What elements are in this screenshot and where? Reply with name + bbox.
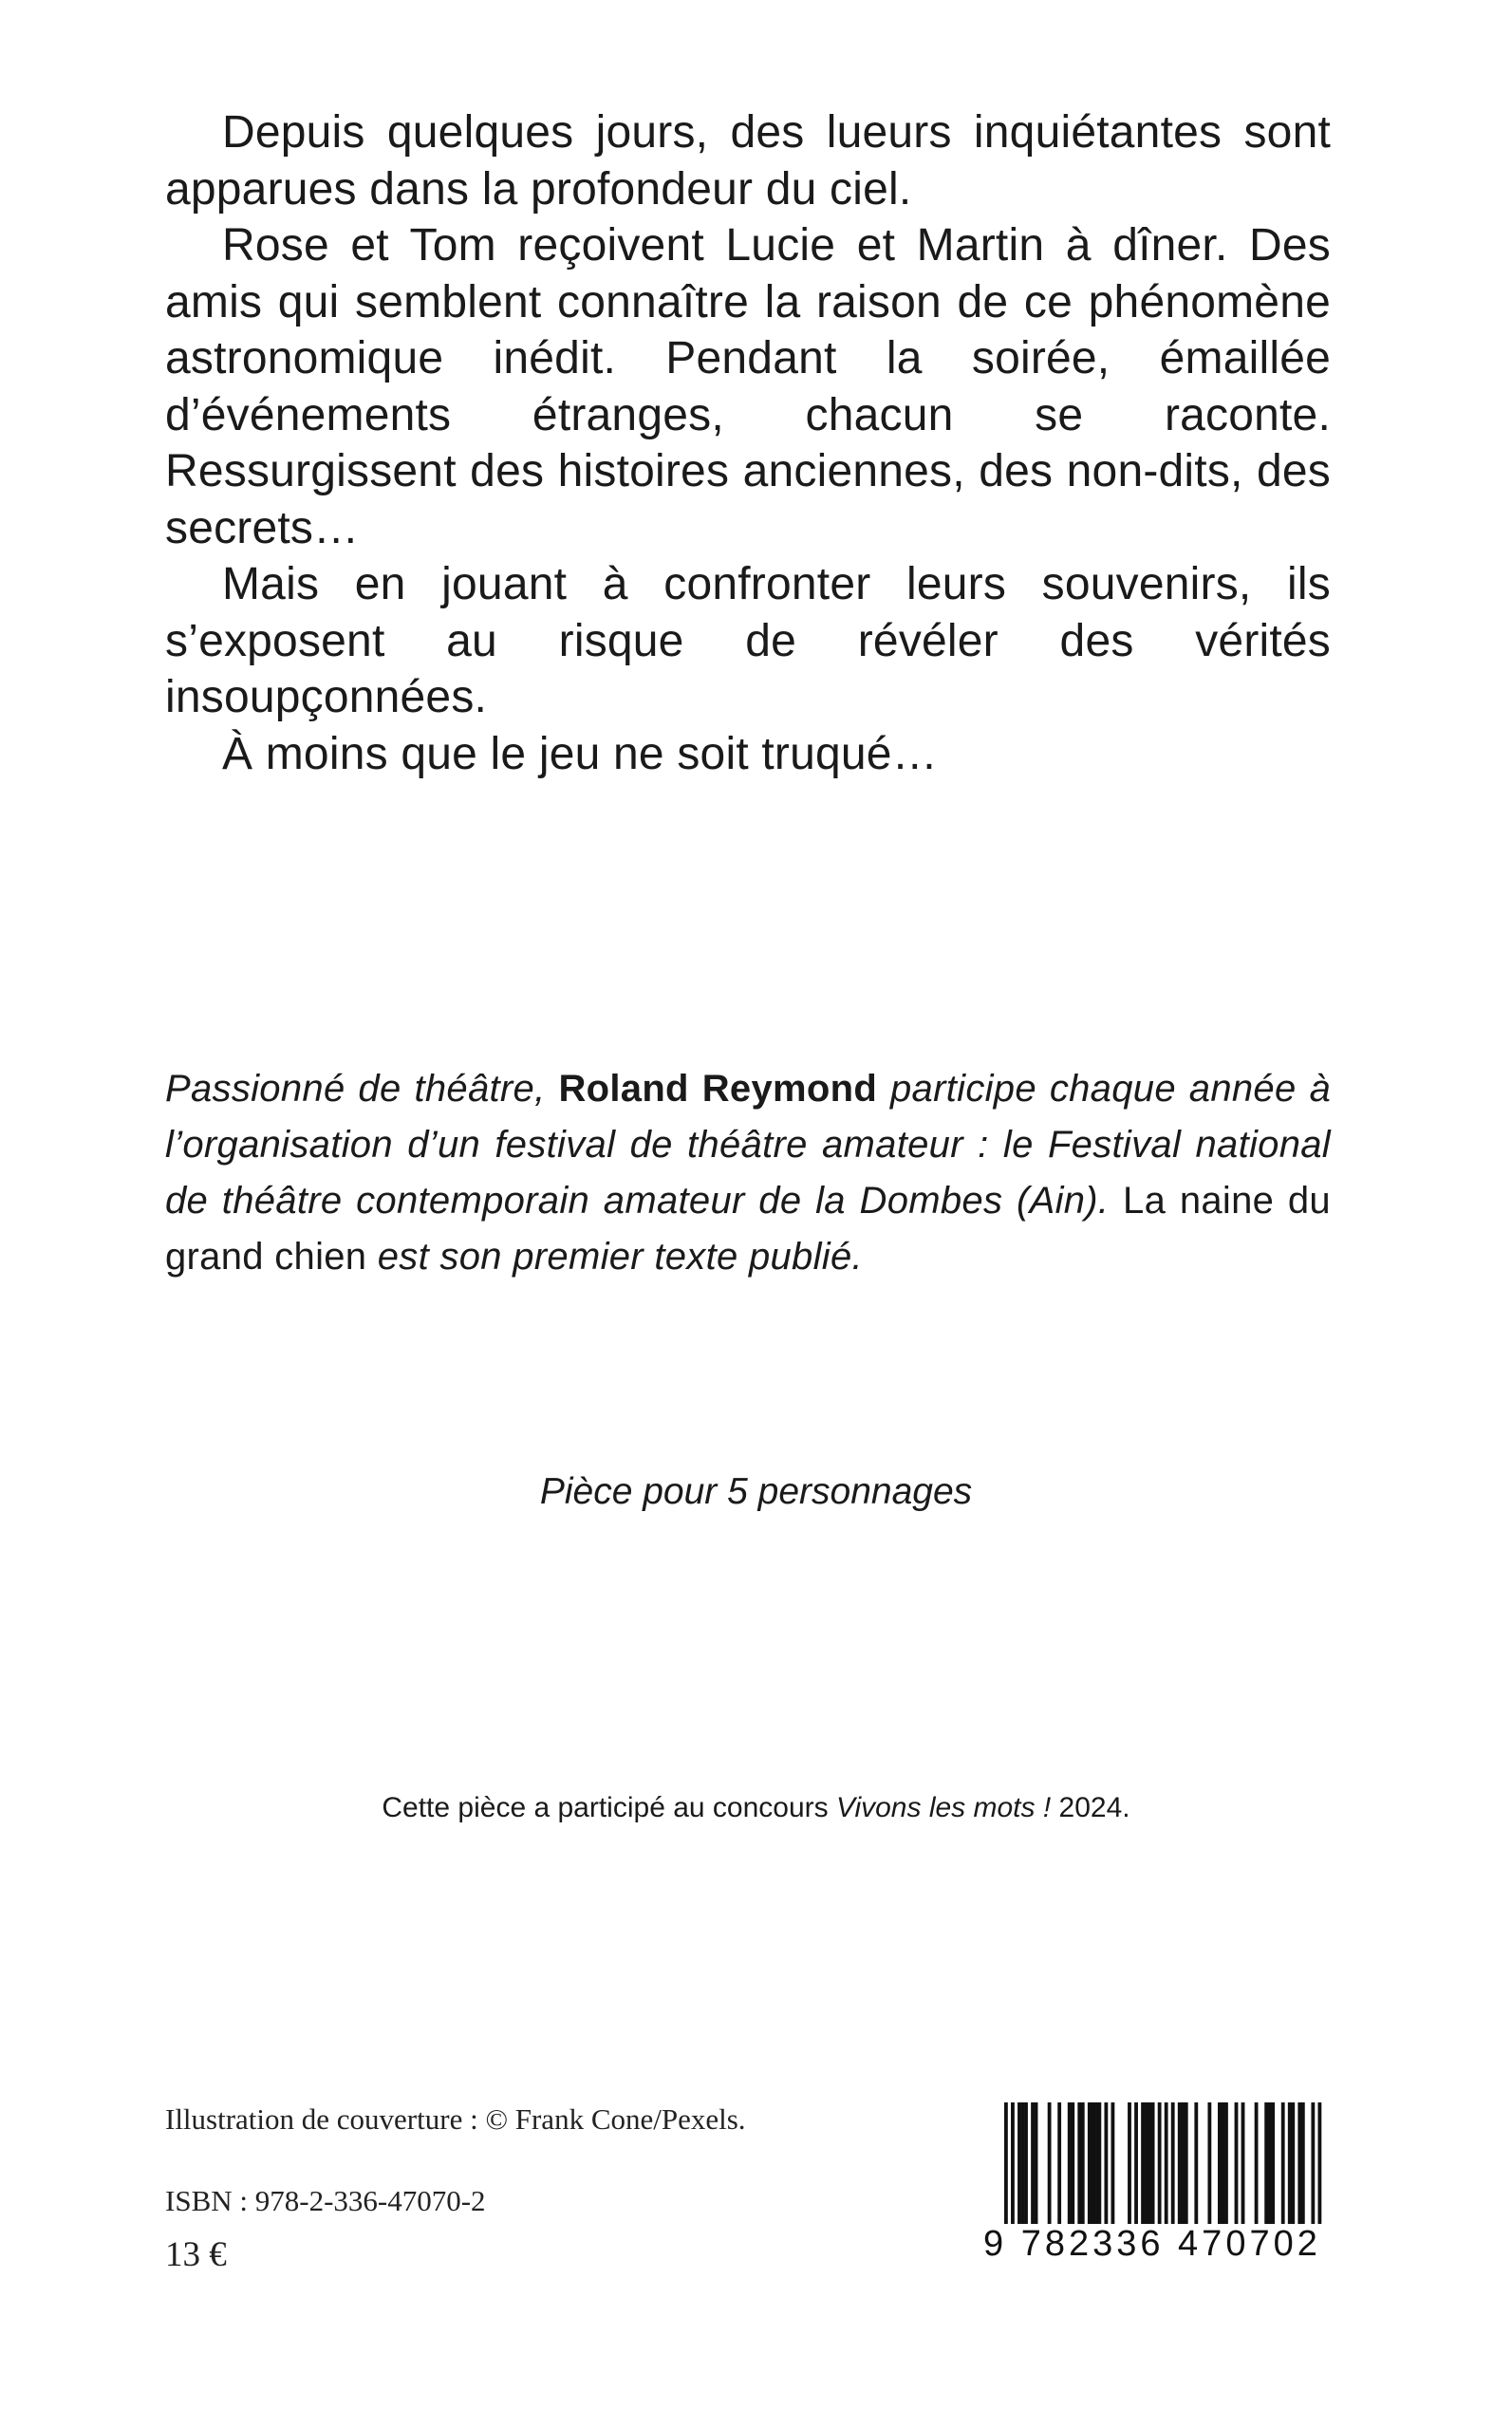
barcode-bar bbox=[1207, 2102, 1211, 2224]
barcode-bar bbox=[1288, 2102, 1292, 2224]
bio-outro: est son premier texte publié. bbox=[366, 1236, 863, 1278]
cover-credits: Illustration de couverture : © Frank Cone/Pexels. bbox=[165, 2102, 746, 2136]
book-title: La naine du grand chien bbox=[165, 1180, 1331, 1278]
barcode-bar bbox=[1151, 2102, 1155, 2224]
author-bio-text bbox=[165, 1061, 1331, 1285]
barcode-bar bbox=[1281, 2102, 1285, 2224]
synopsis bbox=[165, 104, 1331, 782]
barcode-bar bbox=[1097, 2102, 1101, 2224]
synopsis-paragraph: À moins que le jeu ne soit truqué… bbox=[222, 728, 938, 779]
barcode-bar bbox=[1077, 2102, 1081, 2224]
barcode-bar bbox=[1071, 2102, 1074, 2224]
barcode-bar bbox=[1291, 2102, 1295, 2224]
barcode-bar bbox=[1048, 2102, 1052, 2224]
contest-name: Vivons les mots ! bbox=[835, 1792, 1052, 1823]
barcode-bar bbox=[1035, 2102, 1038, 2224]
barcode-bar bbox=[1128, 2102, 1131, 2224]
barcode-bar bbox=[1145, 2102, 1148, 2224]
barcode-bar bbox=[1031, 2102, 1035, 2224]
barcode-bar bbox=[1185, 2102, 1188, 2224]
barcode-bar bbox=[1171, 2102, 1175, 2224]
barcode-bar bbox=[1222, 2102, 1225, 2224]
barcode-bar bbox=[1091, 2102, 1094, 2224]
barcode-bar bbox=[1194, 2102, 1198, 2224]
barcode-bar bbox=[1081, 2102, 1085, 2224]
isbn: ISBN : 978-2-336-47070-2 bbox=[165, 2184, 486, 2217]
author-name: Roland Reymond bbox=[558, 1068, 878, 1110]
barcode-bar bbox=[1094, 2102, 1098, 2224]
barcode-bar bbox=[1017, 2102, 1021, 2224]
author-bio bbox=[165, 1061, 1331, 1285]
barcode-bar bbox=[1104, 2102, 1108, 2224]
barcode-bar bbox=[1111, 2102, 1115, 2224]
barcode-bar bbox=[1057, 2102, 1061, 2224]
barcode-bar bbox=[1255, 2102, 1259, 2224]
barcode-bar bbox=[1301, 2102, 1305, 2224]
barcode bbox=[981, 2102, 1331, 2267]
barcode-bar bbox=[1235, 2102, 1239, 2224]
synopsis-paragraph: Depuis quelques jours, des lueurs inquiétantes sont apparues dans la profondeur du ciel. bbox=[165, 107, 1331, 215]
barcode-bar bbox=[1148, 2102, 1151, 2224]
barcode-bar bbox=[1271, 2102, 1275, 2224]
barcode-bar bbox=[1141, 2102, 1145, 2224]
barcode-bar bbox=[1241, 2102, 1245, 2224]
barcode-bar bbox=[1178, 2102, 1182, 2224]
barcode-bar bbox=[1024, 2102, 1028, 2224]
barcode-bar bbox=[1268, 2102, 1272, 2224]
barcode-bar bbox=[1134, 2102, 1138, 2224]
barcode-bar bbox=[1224, 2102, 1228, 2224]
bio-intro: Passionné de théâtre, bbox=[165, 1068, 559, 1110]
barcode-bar bbox=[1021, 2102, 1025, 2224]
barcode-digits bbox=[981, 2221, 1331, 2267]
synopsis-paragraph: Mais en jouant à confronter leurs souvenirs, ils s’exposent au risque de révéler des vérités insoupçonnées. bbox=[165, 559, 1331, 722]
bio-middle: participe chaque année à l’organisation d’un festival de théâtre amateur : le Festival national de théâtre contemporain amateur de la Dombes (Ain). bbox=[165, 1068, 1332, 1222]
barcode-bar bbox=[1068, 2102, 1072, 2224]
price: 13 € bbox=[165, 2235, 227, 2274]
barcode-number: 9 782336 470702 bbox=[983, 2224, 1321, 2264]
barcode-bar bbox=[1218, 2102, 1222, 2224]
contest-before: Cette pièce a participé au concours bbox=[382, 1792, 836, 1823]
barcode-bar bbox=[1264, 2102, 1268, 2224]
barcode-bar bbox=[1181, 2102, 1185, 2224]
barcode-bar bbox=[1088, 2102, 1092, 2224]
synopsis-paragraph: Rose et Tom reçoivent Lucie et Martin à dîner. Des amis qui semblent connaître la raison de ce phénomène astronomique inédit. Pendant la soirée, émaillée d’événements étranges, chacun se raconte. Ressurgissent des histoires anciennes, des non-dits, des secrets… bbox=[165, 220, 1331, 553]
barcode-bar bbox=[1297, 2102, 1301, 2224]
contest-after: 2024. bbox=[1051, 1792, 1130, 1823]
contest-note bbox=[0, 1792, 1512, 1824]
cast-note: Pièce pour 5 personnages bbox=[539, 1471, 973, 1512]
